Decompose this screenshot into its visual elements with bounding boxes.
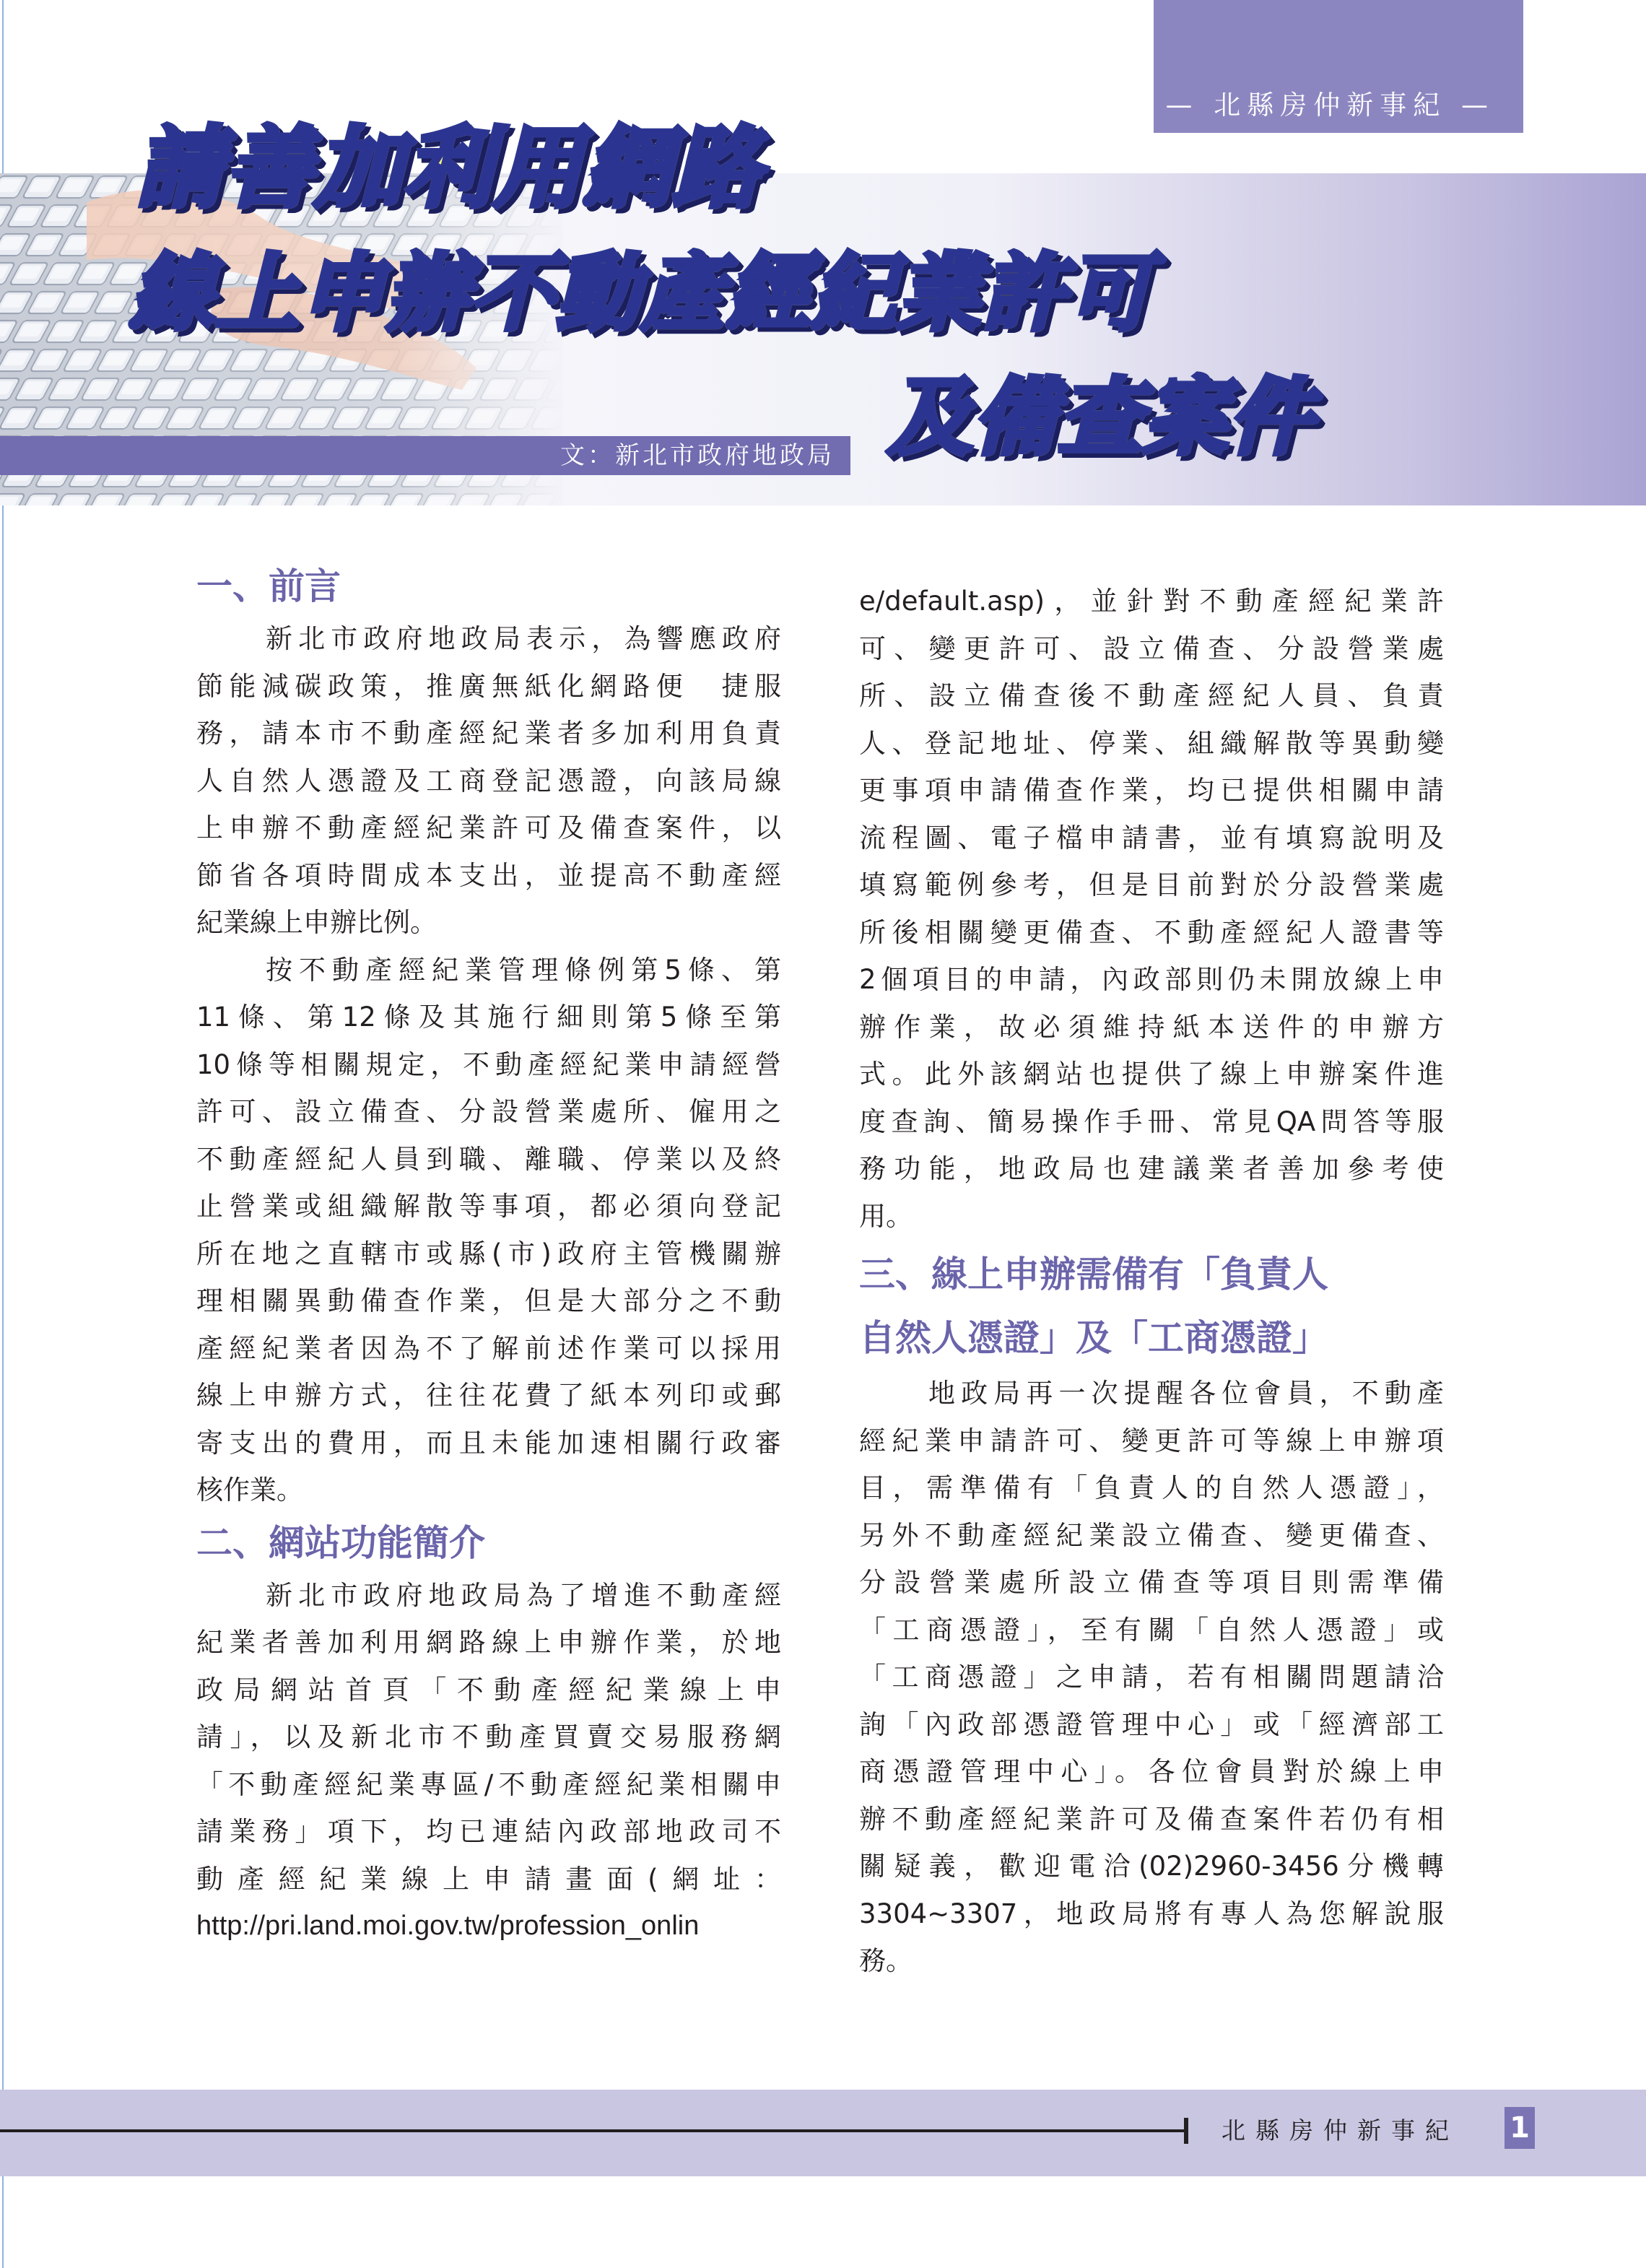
text-line: 政局網站首頁「不動產經紀業線上申: [196, 1674, 781, 1706]
intro-paragraph-1: [196, 615, 781, 947]
text-line: 寄支出的費用，而且未能加速相關行政審: [196, 1427, 781, 1459]
text-line: 上申辦不動產經紀業許可及備查案件，以: [196, 812, 781, 843]
website-paragraph-2: [859, 578, 1444, 1240]
text-line: 核作業。: [196, 1474, 303, 1506]
footer-rule: [0, 2129, 1184, 2132]
text-line: 所、設立備查後不動產經紀人員、負責: [859, 680, 1444, 711]
byline-author: 文：新北市政府地政局: [560, 441, 835, 470]
text-line: 辦不動產經紀業許可及備查案件若仍有相: [859, 1803, 1444, 1835]
text-line: 目，需準備有「負責人的自然人憑證」，: [859, 1472, 1444, 1503]
url-text-line: http://pri.land.moi.gov.tw/profession_onlin: [196, 1911, 700, 1941]
intro-paragraph-2: [196, 947, 781, 1514]
article-title-line-3: 及備查案件: [888, 369, 1314, 466]
text-line: 地政局再一次提醒各位會員，不動產: [928, 1378, 1444, 1409]
page-number: 1: [1505, 2107, 1535, 2149]
footer-magazine-name: 北縣房仲新事紀: [1222, 2116, 1459, 2145]
text-line: 可、變更許可、設立備查、分設營業處: [859, 633, 1444, 664]
text-line: 許可、設立備查、分設營業處所、僱用之: [196, 1096, 781, 1127]
article-title-line-2: 線上申辦不動產經紀業許可: [130, 245, 1152, 342]
text-line: 理相關異動備查作業，但是大部分之不動: [196, 1285, 781, 1316]
text-line: 商憑證管理中心」。各位會員對於線上申: [859, 1756, 1444, 1787]
text-line: 節能減碳政策，推廣無紙化網路便 捷服: [196, 670, 781, 702]
text-line: 紀業線上申辦比例。: [196, 907, 437, 938]
section-heading-website: 二、網站功能簡介: [196, 1521, 485, 1564]
text-line: 務功能，地政局也建議業者善加參考使: [859, 1153, 1444, 1184]
text-line: 動產經紀業線上申請畫面(網址：: [196, 1863, 781, 1895]
heading-line: 三、線上申辦需備有「負責人: [859, 1254, 1328, 1295]
right-column: [859, 578, 1444, 1985]
certificates-paragraph: [859, 1370, 1444, 1985]
text-line: 節省各項時間成本支出，並提高不動產經: [196, 859, 781, 891]
website-paragraph-1: [196, 1572, 781, 1950]
text-line: 不動產經紀人員到職、離職、停業以及終: [196, 1143, 781, 1175]
text-line: 「工商憑證」，至有關「自然人憑證」或: [859, 1614, 1444, 1646]
footer-rule-tick: [1184, 2118, 1188, 2144]
text-line: 紀業者善加利用網路線上申辦作業，於地: [196, 1627, 781, 1658]
section-heading-intro: 一、前言: [196, 565, 341, 607]
text-line: 線上申辦方式，往往花費了紙本列印或郵: [196, 1380, 781, 1411]
text-line: e/default.asp)，並針對不動產經紀業許: [859, 586, 1444, 617]
text-line: 務，請本市不動產經紀業者多加利用負責: [196, 718, 781, 749]
text-line: 「不動產經紀業專區/不動產經紀業相關申: [196, 1768, 781, 1800]
text-line: 所在地之直轄市或縣(市)政府主管機關辦: [196, 1238, 781, 1269]
text-line: 辦作業，故必須維持紙本送件的申辦方: [859, 1011, 1444, 1043]
heading-line: 自然人憑證」及「工商憑證」: [859, 1317, 1328, 1359]
text-line: 2個項目的申請，內政部則仍未開放線上申: [859, 964, 1444, 995]
text-line: 新北市政府地政局為了增進不動產經: [266, 1579, 781, 1611]
text-line: 止營業或組織解散等事項，都必須向登記: [196, 1191, 781, 1222]
text-line: 關疑義，歡迎電洽(02)2960-3456分機轉: [859, 1851, 1444, 1882]
text-line: 人自然人憑證及工商登記憑證，向該局線: [196, 765, 781, 796]
text-line: 人、登記地址、停業、組織解散等異動變: [859, 727, 1444, 759]
text-line: 新北市政府地政局表示，為響應政府: [266, 623, 781, 654]
text-line: 務。: [859, 1945, 913, 1976]
text-line: 按不動產經紀業管理條例第5條、第: [266, 954, 781, 986]
text-line: 分設營業處所設立備查等項目則需準備: [859, 1567, 1444, 1598]
text-line: 度查詢、簡易操作手冊、常見QA問答等服: [859, 1105, 1444, 1137]
text-line: 式。此外該網站也提供了線上申辦案件進: [859, 1059, 1444, 1090]
section-tag-tab: [1154, 0, 1523, 133]
section-heading-certificates: [859, 1243, 1444, 1370]
text-line: 3304~3307，地政局將有專人為您解說服: [859, 1898, 1444, 1929]
text-line: 請」，以及新北市不動產買賣交易服務網: [196, 1721, 781, 1752]
text-line: 10條等相關規定，不動產經紀業申請經營: [196, 1048, 781, 1080]
text-line: 另外不動產經紀業設立備查、變更備查、: [859, 1519, 1444, 1551]
text-line: 填寫範例參考，但是目前對於分設營業處: [859, 869, 1444, 900]
section-tag-text: — 北縣房仲新事紀 —: [1165, 90, 1494, 121]
text-line: 所後相關變更備查、不動產經紀人證書等: [859, 916, 1444, 948]
text-line: 更事項申請備查作業，均已提供相關申請: [859, 775, 1444, 806]
text-line: 流程圖、電子檔申請書，並有填寫說明及: [859, 822, 1444, 853]
text-line: 「工商憑證」之申請，若有相關問題請洽: [859, 1661, 1444, 1693]
article-title-line-1: 請善加利用網路: [136, 117, 762, 220]
left-column: [196, 557, 781, 1950]
text-line: 經紀業申請許可、變更許可等線上申辦項: [859, 1425, 1444, 1456]
text-line: 請業務」項下，均已連結內政部地政司不: [196, 1816, 781, 1847]
text-line: 詢「內政部憑證管理中心」或「經濟部工: [859, 1708, 1444, 1740]
byline-bar: [0, 436, 850, 475]
text-line: 產經紀業者因為不了解前述作業可以採用: [196, 1332, 781, 1364]
text-line: 11條、第12條及其施行細則第5條至第: [196, 1002, 781, 1033]
text-line: 用。: [859, 1200, 913, 1232]
